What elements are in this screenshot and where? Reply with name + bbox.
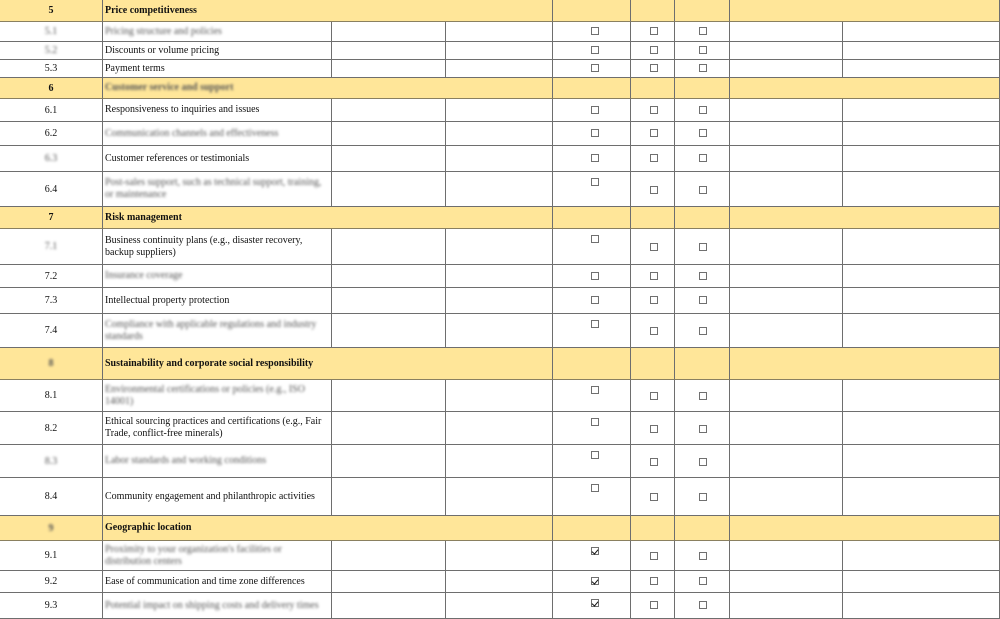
- item-comments-cell: [843, 229, 1000, 265]
- item-input-cell: [332, 314, 446, 348]
- checkbox-checked[interactable]: [591, 577, 599, 585]
- section-number: [0, 207, 103, 229]
- item-notes-cell: [730, 412, 843, 445]
- checkbox-unchecked[interactable]: [591, 418, 599, 426]
- table-row: [0, 60, 1000, 78]
- item-input-cell: [446, 60, 553, 78]
- checkbox-unchecked[interactable]: [650, 392, 658, 400]
- table-row: [0, 22, 1000, 42]
- item-number: [0, 412, 103, 445]
- item-number: [0, 265, 103, 288]
- item-criterion-text: Community engagement and philanthropic activities: [105, 490, 315, 502]
- table-row: [0, 380, 1000, 412]
- section-number-text: 9: [48, 522, 54, 534]
- checkbox-unchecked[interactable]: [591, 320, 599, 328]
- item-number-text: 8.3: [44, 455, 58, 467]
- item-criterion-text: Ease of communication and time zone differences: [105, 575, 305, 587]
- section-number: [0, 516, 103, 541]
- table-row: [0, 314, 1000, 348]
- item-criterion: [103, 445, 332, 478]
- item-comments-cell: [843, 146, 1000, 172]
- section-empty-cell: [553, 207, 631, 229]
- checkbox-unchecked[interactable]: [699, 493, 707, 501]
- item-number-text: 6.4: [44, 183, 58, 195]
- item-number: [0, 478, 103, 516]
- item-input-cell: [446, 541, 553, 571]
- item-notes-cell: [730, 593, 843, 619]
- item-input-cell: [332, 99, 446, 122]
- item-number-text: 6.1: [44, 104, 58, 116]
- section-empty-cell: [675, 78, 730, 99]
- item-comments-cell: [843, 22, 1000, 42]
- section-header-row: [0, 207, 1000, 229]
- section-number: [0, 0, 103, 22]
- checkbox-checked[interactable]: [591, 599, 599, 607]
- checkbox-unchecked[interactable]: [591, 64, 599, 72]
- section-header-row: [0, 0, 1000, 22]
- item-input-cell: [446, 314, 553, 348]
- item-criterion-text: Discounts or volume pricing: [105, 44, 220, 56]
- checkbox-unchecked[interactable]: [650, 27, 658, 35]
- item-number: [0, 42, 103, 60]
- table-row: [0, 593, 1000, 619]
- item-number: [0, 172, 103, 207]
- item-input-cell: [332, 22, 446, 42]
- item-number-text: 5.1: [44, 26, 58, 37]
- checkbox-unchecked[interactable]: [650, 243, 658, 251]
- item-criterion: [103, 122, 332, 146]
- checkbox-unchecked[interactable]: [591, 484, 599, 492]
- item-notes-cell: [730, 22, 843, 42]
- checkbox-unchecked[interactable]: [650, 327, 658, 335]
- section-title: [103, 78, 553, 99]
- checkbox-unchecked[interactable]: [591, 296, 599, 304]
- section-empty-cell: [730, 348, 1000, 380]
- item-check-cell: [553, 541, 631, 571]
- checkbox-unchecked[interactable]: [699, 601, 707, 609]
- section-title-text: Price competitiveness: [105, 4, 197, 16]
- item-input-cell: [332, 412, 446, 445]
- section-number-text: 6: [48, 82, 54, 94]
- item-input-cell: [332, 265, 446, 288]
- item-notes-cell: [730, 229, 843, 265]
- checkbox-unchecked[interactable]: [699, 129, 707, 137]
- checkbox-unchecked[interactable]: [699, 186, 707, 194]
- item-criterion: [103, 478, 332, 516]
- item-input-cell: [332, 593, 446, 619]
- checkbox-unchecked[interactable]: [699, 296, 707, 304]
- section-number-text: 5: [48, 5, 54, 16]
- item-input-cell: [446, 478, 553, 516]
- item-criterion-text: Potential impact on shipping costs and delivery times: [105, 599, 319, 611]
- item-number: [0, 229, 103, 265]
- item-comments-cell: [843, 99, 1000, 122]
- item-number-text: 9.3: [44, 600, 58, 611]
- table-row: [0, 412, 1000, 445]
- checkbox-unchecked[interactable]: [650, 425, 658, 433]
- table-row: [0, 146, 1000, 172]
- item-comments-cell: [843, 541, 1000, 571]
- item-input-cell: [332, 122, 446, 146]
- item-number-text: 9.2: [44, 576, 58, 587]
- checkbox-unchecked[interactable]: [591, 46, 599, 54]
- item-criterion: [103, 314, 332, 348]
- item-number: [0, 288, 103, 314]
- item-criterion: [103, 541, 332, 571]
- checkbox-unchecked[interactable]: [650, 577, 658, 585]
- item-number-text: 7.4: [44, 325, 58, 336]
- item-input-cell: [332, 445, 446, 478]
- item-number-text: 8.2: [44, 422, 58, 434]
- item-number: [0, 445, 103, 478]
- item-comments-cell: [843, 60, 1000, 78]
- table-row: [0, 122, 1000, 146]
- checkbox-unchecked[interactable]: [591, 451, 599, 459]
- checkbox-unchecked[interactable]: [699, 272, 707, 280]
- item-criterion-text: Ethical sourcing practices and certifications (e.g., Fair Trade, conflict-free minerals): [105, 416, 322, 439]
- checkbox-unchecked[interactable]: [591, 106, 599, 114]
- item-number: [0, 541, 103, 571]
- item-criterion: [103, 172, 332, 207]
- item-number-text: 8.1: [44, 390, 58, 401]
- checkbox-unchecked[interactable]: [591, 27, 599, 35]
- section-empty-cell: [553, 348, 631, 380]
- item-input-cell: [446, 22, 553, 42]
- table-row: [0, 478, 1000, 516]
- section-title-text: Geographic location: [105, 522, 192, 533]
- checkbox-unchecked[interactable]: [650, 154, 658, 162]
- section-empty-cell: [553, 0, 631, 22]
- item-input-cell: [446, 229, 553, 265]
- item-criterion: [103, 42, 332, 60]
- item-input-cell: [332, 229, 446, 265]
- section-title: [103, 348, 553, 380]
- item-criterion: [103, 229, 332, 265]
- item-input-cell: [332, 172, 446, 207]
- item-number: [0, 146, 103, 172]
- item-comments-cell: [843, 380, 1000, 412]
- item-input-cell: [446, 412, 553, 445]
- item-input-cell: [446, 99, 553, 122]
- item-input-cell: [332, 571, 446, 593]
- item-notes-cell: [730, 99, 843, 122]
- item-number: [0, 22, 103, 42]
- item-number: [0, 380, 103, 412]
- item-criterion-text: Post-sales support, such as technical support, training, or maintenance: [105, 177, 322, 200]
- section-number-text: 8: [48, 358, 54, 369]
- section-empty-cell: [631, 207, 675, 229]
- item-notes-cell: [730, 478, 843, 516]
- item-input-cell: [446, 42, 553, 60]
- item-number-text: 5.3: [44, 63, 58, 74]
- section-empty-cell: [675, 207, 730, 229]
- item-input-cell: [332, 42, 446, 60]
- item-number: [0, 60, 103, 78]
- item-criterion-text: Customer references or testimonials: [105, 152, 250, 164]
- item-criterion-text: Business continuity plans (e.g., disaster recovery, backup suppliers): [105, 234, 303, 258]
- item-number: [0, 99, 103, 122]
- item-criterion: [103, 412, 332, 445]
- item-number-text: 7.2: [44, 270, 58, 282]
- item-notes-cell: [730, 380, 843, 412]
- checkbox-unchecked[interactable]: [650, 458, 658, 466]
- item-number: [0, 314, 103, 348]
- item-criterion: [103, 22, 332, 42]
- section-empty-cell: [675, 0, 730, 22]
- item-comments-cell: [843, 42, 1000, 60]
- item-check-cell: [553, 445, 631, 478]
- checkbox-unchecked[interactable]: [699, 27, 707, 35]
- item-criterion-text: Environmental certifications or policies (e.g., ISO 14001): [105, 383, 305, 407]
- item-input-cell: [446, 445, 553, 478]
- item-notes-cell: [730, 541, 843, 571]
- checkbox-checked[interactable]: [591, 547, 599, 555]
- item-input-cell: [332, 541, 446, 571]
- item-comments-cell: [843, 122, 1000, 146]
- item-input-cell: [332, 288, 446, 314]
- section-empty-cell: [730, 78, 1000, 99]
- checkbox-unchecked[interactable]: [699, 577, 707, 585]
- item-input-cell: [332, 146, 446, 172]
- item-criterion-text: Pricing structure and policies: [105, 25, 222, 37]
- section-empty-cell: [730, 207, 1000, 229]
- checkbox-unchecked[interactable]: [591, 154, 599, 162]
- item-criterion: [103, 99, 332, 122]
- table-row: [0, 265, 1000, 288]
- item-criterion-text: Labor standards and working conditions: [105, 455, 267, 466]
- checkbox-unchecked[interactable]: [650, 493, 658, 501]
- section-header-row: [0, 348, 1000, 380]
- checkbox-unchecked[interactable]: [699, 392, 707, 400]
- item-criterion-text: Intellectual property protection: [105, 294, 230, 306]
- table-row: [0, 288, 1000, 314]
- item-number-text: 7.3: [44, 295, 58, 306]
- item-comments-cell: [843, 412, 1000, 445]
- section-empty-cell: [631, 78, 675, 99]
- item-check-cell: [553, 412, 631, 445]
- item-notes-cell: [730, 122, 843, 146]
- item-criterion: [103, 146, 332, 172]
- table-row: [0, 172, 1000, 207]
- item-comments-cell: [843, 571, 1000, 593]
- item-number-text: 9.1: [44, 550, 58, 561]
- item-number-text: 6.2: [44, 128, 58, 139]
- checkbox-unchecked[interactable]: [699, 64, 707, 72]
- table-row: [0, 445, 1000, 478]
- section-empty-cell: [553, 78, 631, 99]
- item-input-cell: [446, 146, 553, 172]
- item-number-text: 8.4: [44, 491, 58, 502]
- item-number-text: 6.3: [44, 153, 58, 164]
- item-number: [0, 571, 103, 593]
- item-input-cell: [446, 288, 553, 314]
- item-criterion: [103, 265, 332, 288]
- item-input-cell: [446, 571, 553, 593]
- item-criterion-text: Proximity to your organization's facilities or distribution centers: [105, 543, 282, 567]
- checkbox-unchecked[interactable]: [699, 46, 707, 54]
- checkbox-unchecked[interactable]: [699, 327, 707, 335]
- item-input-cell: [446, 380, 553, 412]
- checkbox-unchecked[interactable]: [699, 458, 707, 466]
- item-input-cell: [446, 172, 553, 207]
- table-row: [0, 42, 1000, 60]
- item-input-cell: [332, 60, 446, 78]
- section-title: [103, 0, 553, 22]
- item-comments-cell: [843, 478, 1000, 516]
- table-row: [0, 541, 1000, 571]
- section-title: [103, 207, 553, 229]
- item-number: [0, 122, 103, 146]
- section-number: [0, 348, 103, 380]
- section-number-text: 7: [48, 212, 54, 223]
- section-empty-cell: [631, 0, 675, 22]
- section-title-text: Customer service and support: [105, 82, 234, 93]
- section-empty-cell: [631, 516, 675, 541]
- item-input-cell: [446, 122, 553, 146]
- checkbox-unchecked[interactable]: [699, 552, 707, 560]
- item-notes-cell: [730, 42, 843, 60]
- checkbox-unchecked[interactable]: [591, 129, 599, 137]
- item-comments-cell: [843, 265, 1000, 288]
- section-header-row: [0, 516, 1000, 541]
- checkbox-unchecked[interactable]: [699, 106, 707, 114]
- section-empty-cell: [675, 516, 730, 541]
- section-empty-cell: [675, 348, 730, 380]
- item-notes-cell: [730, 172, 843, 207]
- checkbox-unchecked[interactable]: [650, 46, 658, 54]
- item-criterion-text: Insurance coverage: [105, 270, 183, 281]
- item-comments-cell: [843, 172, 1000, 207]
- item-criterion-text: Payment terms: [105, 62, 165, 74]
- checkbox-unchecked[interactable]: [699, 425, 707, 433]
- table-row: [0, 571, 1000, 593]
- checkbox-unchecked[interactable]: [650, 296, 658, 304]
- section-empty-cell: [631, 348, 675, 380]
- section-title: [103, 516, 553, 541]
- item-notes-cell: [730, 571, 843, 593]
- section-number: [0, 78, 103, 99]
- checkbox-unchecked[interactable]: [650, 106, 658, 114]
- item-comments-cell: [843, 445, 1000, 478]
- checkbox-unchecked[interactable]: [650, 601, 658, 609]
- checkbox-unchecked[interactable]: [591, 386, 599, 394]
- section-empty-cell: [730, 0, 1000, 22]
- item-notes-cell: [730, 445, 843, 478]
- checkbox-unchecked[interactable]: [650, 272, 658, 280]
- item-notes-cell: [730, 314, 843, 348]
- item-criterion: [103, 288, 332, 314]
- item-notes-cell: [730, 288, 843, 314]
- checkbox-unchecked[interactable]: [650, 64, 658, 72]
- item-check-cell: [553, 380, 631, 412]
- item-criterion-text: Responsiveness to inquiries and issues: [105, 104, 260, 115]
- item-number-text: 7.1: [44, 241, 58, 252]
- item-notes-cell: [730, 60, 843, 78]
- table-row: [0, 229, 1000, 265]
- checkbox-unchecked[interactable]: [591, 235, 599, 243]
- item-number: [0, 593, 103, 619]
- item-comments-cell: [843, 593, 1000, 619]
- section-title-text: Risk management: [105, 211, 182, 223]
- item-notes-cell: [730, 146, 843, 172]
- item-criterion: [103, 380, 332, 412]
- checkbox-unchecked[interactable]: [650, 552, 658, 560]
- section-empty-cell: [730, 516, 1000, 541]
- checkbox-unchecked[interactable]: [591, 178, 599, 186]
- item-criterion: [103, 571, 332, 593]
- section-header-row: [0, 78, 1000, 99]
- checkbox-unchecked[interactable]: [650, 186, 658, 194]
- checkbox-unchecked[interactable]: [699, 243, 707, 251]
- item-comments-cell: [843, 314, 1000, 348]
- item-comments-cell: [843, 288, 1000, 314]
- table-row: [0, 99, 1000, 122]
- checkbox-unchecked[interactable]: [699, 154, 707, 162]
- item-notes-cell: [730, 265, 843, 288]
- item-criterion: [103, 593, 332, 619]
- item-input-cell: [332, 478, 446, 516]
- item-criterion-text: Compliance with applicable regulations and industry standards: [105, 318, 317, 342]
- section-title-text: Sustainability and corporate social responsibility: [105, 357, 314, 369]
- checkbox-unchecked[interactable]: [650, 129, 658, 137]
- item-criterion: [103, 60, 332, 78]
- item-criterion-text: Communication channels and effectiveness: [105, 127, 279, 139]
- section-empty-cell: [553, 516, 631, 541]
- item-number-text: 5.2: [44, 45, 58, 56]
- item-input-cell: [446, 593, 553, 619]
- checkbox-unchecked[interactable]: [591, 272, 599, 280]
- item-input-cell: [332, 380, 446, 412]
- item-input-cell: [446, 265, 553, 288]
